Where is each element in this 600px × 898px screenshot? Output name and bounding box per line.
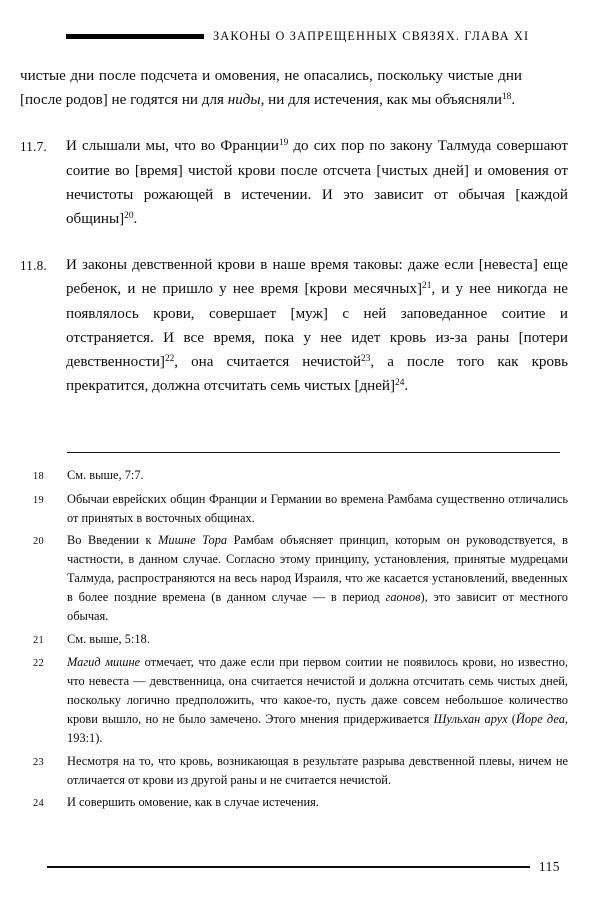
footnote-ref-20[interactable]: 20 bbox=[124, 211, 134, 222]
section-11-8-mid2: , она считается нечистой bbox=[174, 354, 362, 371]
footnote-23-text: Несмотря на то, что кровь, возникающая в результате разрыва девственной плевы, ничем не отличается от крови из другой раны и не считается нечистой. bbox=[67, 753, 568, 787]
continued-paragraph-pre: чистые дни после подсчета и омовения, не опасались, поскольку чистые дни [после родов] не годятся ни для bbox=[20, 68, 522, 109]
section-11-8-body bbox=[66, 253, 568, 398]
footnote-24 bbox=[20, 793, 568, 813]
running-head-title: ЗАКОНЫ О ЗАПРЕЩЕННЫХ СВЯЗЯХ. ГЛАВА XI bbox=[213, 28, 530, 43]
footnote-20-italic-mishne-tora: Мишне Тора bbox=[158, 533, 228, 547]
body-text bbox=[20, 64, 568, 398]
running-head bbox=[66, 27, 560, 45]
footnote-separator-rule bbox=[67, 452, 560, 453]
footnote-22-mid: ( bbox=[507, 712, 516, 726]
section-11-7-paragraph bbox=[66, 134, 568, 231]
section-11-7-tail: . bbox=[133, 211, 138, 228]
footnote-22-italic-magid-mishne: Магид мишне bbox=[67, 655, 141, 669]
footnote-21-text: См. выше, 5:18. bbox=[67, 631, 150, 646]
footnote-22-text bbox=[67, 653, 568, 748]
section-11-8-paragraph bbox=[66, 253, 568, 398]
footnote-23-number: 23 bbox=[33, 756, 44, 768]
footnote-22-italic-yore-dea: Йоре деа bbox=[515, 712, 565, 726]
section-11-7 bbox=[20, 134, 568, 231]
section-11-7-pre: И слышали мы, что во Франции bbox=[66, 138, 279, 155]
footnote-21 bbox=[20, 630, 568, 650]
footnote-22-pre: отмечает, что даже если при первом соитии не появилось крови, но известно, что невеста — девственница, она считается нечистой и должна отсчитать семь чистых дней, поскольку логично предположить, что какое-то, пусть даже совсем небольшое количество крови вышло, но не было замечено. Этого мнения придерживается bbox=[67, 655, 568, 726]
footnote-ref-22[interactable]: 22 bbox=[164, 354, 175, 365]
continued-paragraph-post: , ни для истечения, как мы объясняли bbox=[260, 92, 502, 109]
footnote-18 bbox=[20, 466, 568, 486]
footnote-21-number: 21 bbox=[33, 634, 44, 646]
footnote-23 bbox=[20, 752, 568, 790]
footnote-ref-23[interactable]: 23 bbox=[361, 354, 371, 365]
footnote-19 bbox=[20, 490, 568, 528]
section-11-8-pre: И законы девственной крови в наше время таковы: даже если [невеста] еще ребенок, и не пришло у нее время [крови месячных] bbox=[66, 257, 568, 298]
continued-paragraph bbox=[20, 64, 522, 112]
footnote-24-number: 24 bbox=[33, 798, 44, 809]
section-11-8-tail: , а после того как кровь прекратится, должна отсчитать семь чистых [дней] bbox=[66, 354, 569, 395]
footnote-ref-24[interactable]: 24 bbox=[395, 378, 405, 389]
footnote-20-mid: Рамбам объясняет принцип, которым он руководствуется, в частности, в данном случае. Согласно этому принципу, установления, принятые мудрецами Талмуда, распространяются на весь народ Израиля, что же касается установлений, введенных в более поздние времена (в данном случае — в период bbox=[67, 533, 568, 604]
continued-paragraph-tail: . bbox=[511, 92, 516, 109]
footnote-20-pre: Во Введении к bbox=[67, 533, 159, 547]
section-11-8-mid: , и у нее никогда не появлялось крови, совершает [муж] с ней заповеданное соитие и отстраняется. И все время, пока у нее идет кровь из-за раны [потери девственности] bbox=[66, 281, 568, 371]
footnote-20 bbox=[20, 531, 568, 626]
footnote-22 bbox=[20, 653, 568, 748]
section-11-8 bbox=[20, 253, 568, 398]
footnote-20-italic-gaonov: гаонов bbox=[385, 590, 421, 604]
footnotes-block bbox=[20, 452, 568, 817]
footnote-24-text: И совершить омовение, как в случае истечения. bbox=[67, 795, 319, 809]
footnote-20-text bbox=[67, 531, 568, 626]
footnote-19-number: 19 bbox=[33, 494, 44, 506]
section-11-7-number: 11.7. bbox=[20, 138, 47, 154]
page-number: 115 bbox=[538, 859, 560, 874]
footnote-18-text: См. выше, 7:7. bbox=[67, 468, 144, 482]
footnote-19-text: Обычаи еврейских общин Франции и Германии во времена Рамбама существенно отличались от принятых в восточных общинах. bbox=[67, 491, 568, 525]
folio bbox=[47, 860, 560, 873]
footnote-22-number: 22 bbox=[33, 658, 44, 669]
continued-paragraph-italic: ниды bbox=[227, 92, 261, 109]
section-11-8-end: . bbox=[404, 378, 409, 395]
running-head-rule bbox=[66, 34, 204, 39]
section-11-7-mid: до сих пор по закону Талмуда совершают соитие во [время] чистой крови после отсчета [чистых дней] и омовения от нечистоты рожающей в истечении. И это зависит от обычая [каждой общины] bbox=[66, 138, 568, 228]
footnote-18-number: 18 bbox=[33, 471, 44, 482]
footnote-ref-19[interactable]: 19 bbox=[278, 138, 289, 149]
footnote-20-post: ), это зависит от местного обычая. bbox=[67, 590, 568, 623]
section-11-8-number: 11.8. bbox=[20, 257, 47, 273]
footnote-ref-18[interactable]: 18 bbox=[501, 92, 512, 103]
footnote-22-italic-shulhan-aruh: Шульхан арух bbox=[433, 712, 508, 726]
folio-rule bbox=[47, 866, 530, 868]
footnote-22-post: , 193:1). bbox=[67, 712, 568, 745]
footnote-ref-21[interactable]: 21 bbox=[422, 281, 432, 292]
footnote-20-number: 20 bbox=[33, 536, 44, 547]
footnote-list bbox=[20, 452, 568, 813]
section-11-7-body bbox=[66, 134, 568, 231]
